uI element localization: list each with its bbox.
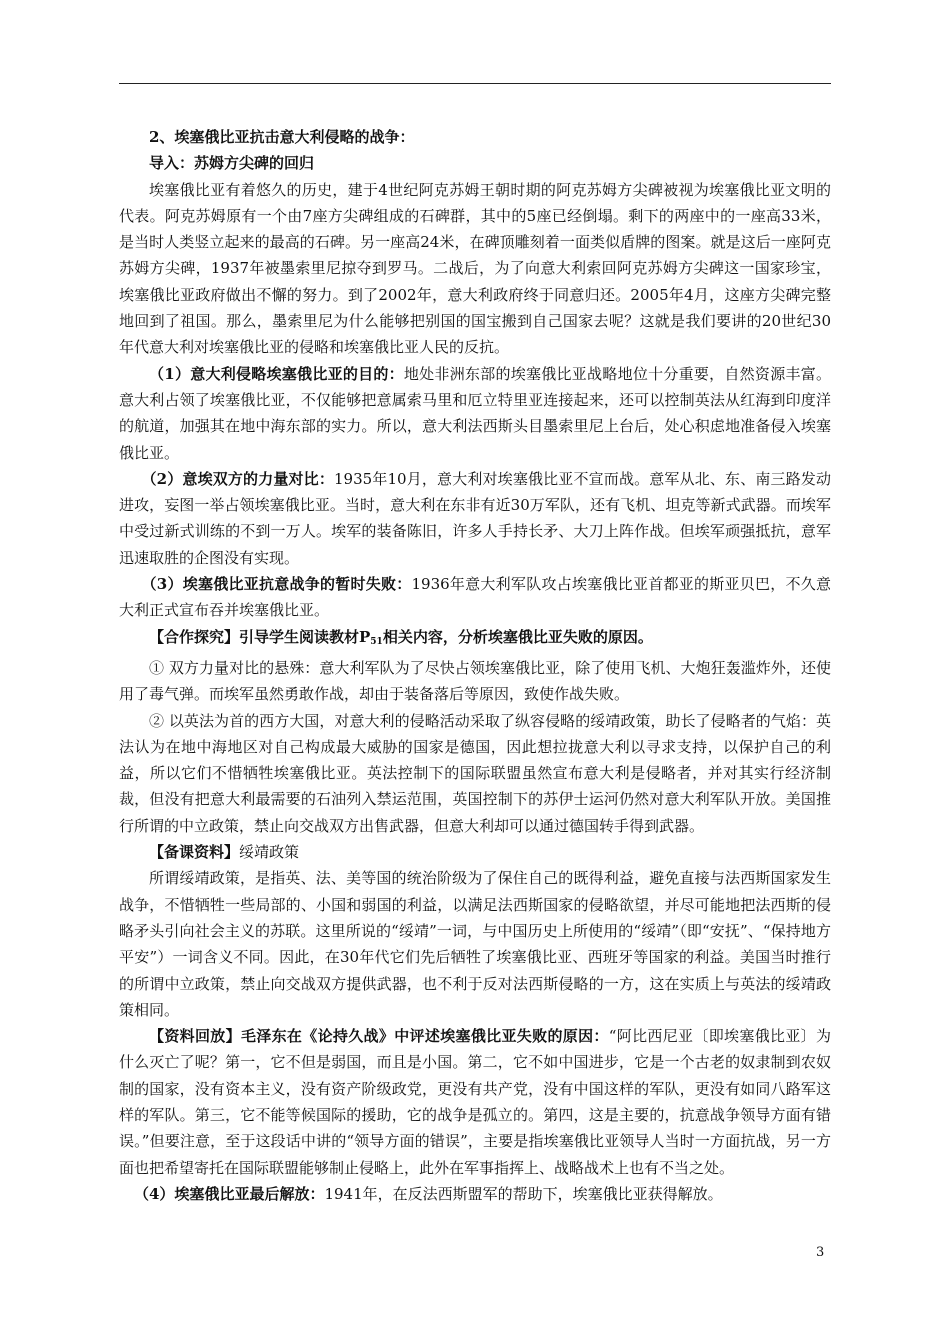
intro-label: 导入：苏姆方尖碑的回归 (149, 154, 315, 173)
header-rule (119, 83, 831, 84)
point-2 (119, 466, 831, 571)
section-heading: 2、埃塞俄比亚抗击意大利侵略的战争： (149, 128, 415, 146)
page-body (119, 124, 831, 1207)
point-3-label: （3）埃塞俄比亚抗意战争的暂时失败： (141, 575, 412, 594)
reason-2: ② 以英法为首的西方大国，对意大利的侵略活动采取了纵容侵略的绥靖政策，助长了侵略者的气焰：英法认为在地中海地区对自己构成最大威胁的国家是德国，因此想拉拢意大利以寻求支持，以保护自己的利益，所以它们不惜牺牲埃塞俄比亚。英法控制下的国际联盟虽然宣布意大利是侵略者，并对其实行经济制裁，但没有把意大利最需要的石油列入禁运范围，英国控制下的苏伊士运河仍然对意大利军队开放。美国推行所谓的中立政策，禁止向交战双方出售武器，但意大利却可以通过德国转手得到武器。 (119, 711, 831, 835)
prep-material-heading (119, 839, 831, 865)
cooperation-label: 【合作探究】 (149, 627, 240, 646)
page-number: 3 (816, 1245, 825, 1260)
point-1-text: 地处非洲东部的埃塞俄比亚战略地位十分重要，自然资源丰富。意大利占领了埃塞俄比亚，不仅能够把意属索马里和厄立特里亚连接起来，还可以控制英法从红海到印度洋的航道，加强其在地中海东部的实力。所以，意大利法西斯头目墨索里尼上台后，处心积虑地准备侵入埃塞俄比亚。 (119, 364, 831, 462)
review-paragraph (119, 1023, 831, 1181)
intro-paragraph: 埃塞俄比亚有着悠久的历史，建于4世纪阿克苏姆王朝时期的阿克苏姆方尖碑被视为埃塞俄比亚文明的代表。阿克苏姆原有一个由7座方尖碑组成的石碑群，其中的5座已经倒塌。剩下的两座中的一座高33米，是当时人类竖立起来的最高的石碑。另一座高24米，在碑顶雕刻着一面类似盾牌的图案。就是这后一座阿克苏姆方尖碑，1937年被墨索里尼掠夺到罗马。二战后，为了向意大利索回阿克苏姆方尖碑这一国家珍宝，埃塞俄比亚政府做出不懈的努力。到了2002年，意大利政府终于同意归还。2005年4月，这座方尖碑完整地回到了祖国。那么，墨索里尼为什么能够把别国的国宝搬到自己国家去呢？这就是我们要讲的20世纪30年代意大利对埃塞俄比亚的侵略和埃塞俄比亚人民的反抗。 (119, 180, 831, 357)
point-4 (119, 1181, 831, 1207)
cooperation-page-sub: 51 (370, 636, 383, 647)
point-4-text: 1941年，在反法西斯盟军的帮助下，埃塞俄比亚获得解放。 (324, 1184, 723, 1203)
prep-material-label: 【备课资料】 (149, 843, 240, 862)
point-3 (119, 571, 831, 624)
prep-material-title: 绥靖政策 (239, 843, 300, 862)
review-text: “阿比西尼亚〔即埃塞俄比亚〕为什么灭亡了呢？第一，它不但是弱国，而且是小国。第二，它不如中国进步，它是一个古老的奴隶制到农奴制的国家，没有资本主义，没有资产阶级政党，更没有共产党，没有中国这样的军队，更没有如同八路军这样的军队。第三，它不能等候国际的援助，它的战争是孤立的。第四，这是主要的，抗意战争领导方面有错误。”但要注意，至于这段话中讲的“领导方面的错误”，主要是指埃塞俄比亚领导人当时一方面抗战，另一方面也把希望寄托在国际联盟能够制止侵略上，此外在军事指挥上、战略战术上也有不当之处。 (119, 1027, 831, 1177)
point-1-label: （1）意大利侵略埃塞俄比亚的目的： (149, 364, 404, 383)
cooperation-text-before: 引导学生阅读教材P (239, 627, 371, 646)
point-2-text: 1935年10月，意大利对埃塞俄比亚不宣而战。意军从北、东、南三路发动进攻，妄图一举占领埃塞俄比亚。当时，意大利在东非有近30万军队，还有飞机、坦克等新式武器。而埃军中受过新式训练的不到一万人。埃军的装备陈旧，许多人手持长矛、大刀上阵作战。但埃军顽强抵抗，意军迅速取胜的企图没有实现。 (119, 469, 831, 567)
point-3-text: 1936年意大利军队攻占埃塞俄比亚首都亚的斯亚贝巴，不久意大利正式宣布吞并埃塞俄比亚。 (119, 575, 831, 620)
cooperation-text-after: 相关内容，分析埃塞俄比亚失败的原因。 (382, 627, 653, 646)
point-1 (119, 361, 831, 466)
prep-material-paragraph: 所谓绥靖政策，是指英、法、美等国的统治阶级为了保住自己的既得利益，避免直接与法西斯国家发生战争，不惜牺牲一些局部的、小国和弱国的利益，以满足法西斯国家的侵略欲望，并尽可能地把法西斯的侵略矛头引向社会主义的苏联。这里所说的“绥靖”一词，与中国历史上所使用的“绥靖”（即“安抚”、“保持地方平安”）一词含义不同。因此，在30年代它们先后牺牲了埃塞俄比亚、西班牙等国家的利益。美国当时推行的所谓中立政策，禁止向交战双方提供武器，也不利于反对法西斯侵略的一方，这在实质上与英法的绥靖政策相同。 (119, 869, 831, 1019)
point-4-label: （4）埃塞俄比亚最后解放： (134, 1184, 325, 1203)
reason-1: ① 双方力量对比的悬殊：意大利军队为了尽快占领埃塞俄比亚，除了使用飞机、大炮狂轰滥炸外，还使用了毒气弹。而埃军虽然勇敢作战，却由于装备落后等原因，致使作战失败。 (119, 658, 831, 704)
cooperation-heading (119, 624, 831, 655)
point-2-label: （2）意埃双方的力量对比： (141, 469, 334, 488)
review-label: 【资料回放】毛泽东在《论持久战》中评述埃塞俄比亚失败的原因： (149, 1027, 609, 1046)
